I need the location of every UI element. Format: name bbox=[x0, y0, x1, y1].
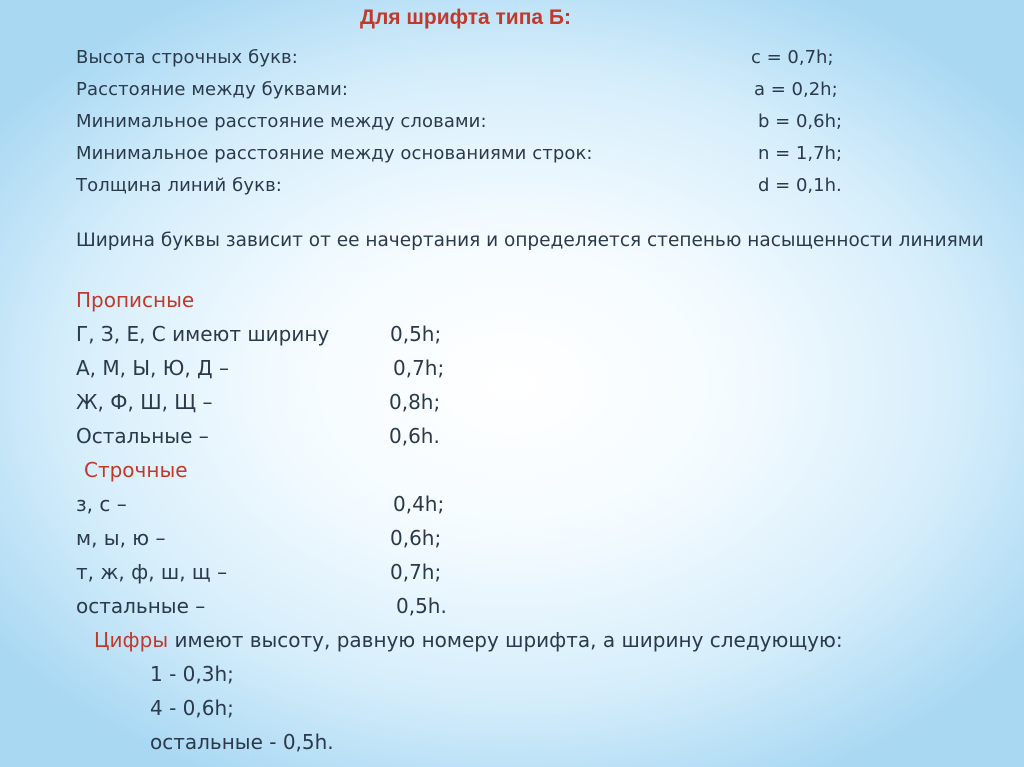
uppercase-heading: Прописные bbox=[76, 288, 195, 312]
lowercase-heading: Строчные bbox=[84, 458, 188, 482]
param-label: Толщина линий букв: bbox=[76, 175, 282, 196]
lowercase-value: 0,6h; bbox=[390, 526, 442, 550]
uppercase-letters: Ж, Ф, Ш, Щ – bbox=[76, 390, 213, 414]
uppercase-letters: А, М, Ы, Ю, Д – bbox=[76, 356, 230, 380]
lowercase-letters: з, с – bbox=[76, 492, 127, 516]
param-label: Расстояние между буквами: bbox=[76, 79, 349, 100]
uppercase-value: 0,6h. bbox=[389, 424, 440, 448]
param-value: d = 0,1h. bbox=[758, 175, 842, 196]
uppercase-value: 0,5h; bbox=[390, 322, 442, 346]
uppercase-letters: Г, З, Е, С имеют ширину bbox=[76, 322, 330, 346]
param-value: с = 0,7h; bbox=[751, 47, 834, 68]
slide-title: Для шрифта типа Б: bbox=[360, 6, 572, 29]
param-value: n = 1,7h; bbox=[758, 143, 843, 164]
digits-row: 4 - 0,6h; bbox=[150, 696, 234, 720]
uppercase-value: 0,7h; bbox=[393, 356, 445, 380]
digits-heading: Цифры bbox=[94, 628, 169, 652]
lowercase-letters: м, ы, ю – bbox=[76, 526, 166, 550]
digits-text: имеют высоту, равную номеру шрифта, а ширину следующую: bbox=[168, 628, 843, 652]
lowercase-value: 0,5h. bbox=[396, 594, 447, 618]
uppercase-value: 0,8h; bbox=[389, 390, 441, 414]
lowercase-letters: остальные – bbox=[76, 594, 206, 618]
uppercase-letters: Остальные – bbox=[76, 424, 209, 448]
param-label: Минимальное расстояние между словами: bbox=[76, 111, 487, 132]
lowercase-value: 0,4h; bbox=[393, 492, 445, 516]
width-paragraph: Ширина буквы зависит от ее начертания и определяется степенью насыщенности линиями bbox=[76, 230, 984, 251]
param-label: Минимальное расстояние между основаниями строк: bbox=[76, 143, 593, 164]
param-value: а = 0,2h; bbox=[754, 79, 838, 100]
lowercase-value: 0,7h; bbox=[390, 560, 442, 584]
lowercase-letters: т, ж, ф, ш, щ – bbox=[76, 560, 228, 584]
digits-line bbox=[94, 628, 843, 652]
param-label: Высота строчных букв: bbox=[76, 47, 298, 68]
param-value: b = 0,6h; bbox=[758, 111, 843, 132]
digits-row: остальные - 0,5h. bbox=[150, 730, 334, 754]
digits-row: 1 - 0,3h; bbox=[150, 662, 234, 686]
